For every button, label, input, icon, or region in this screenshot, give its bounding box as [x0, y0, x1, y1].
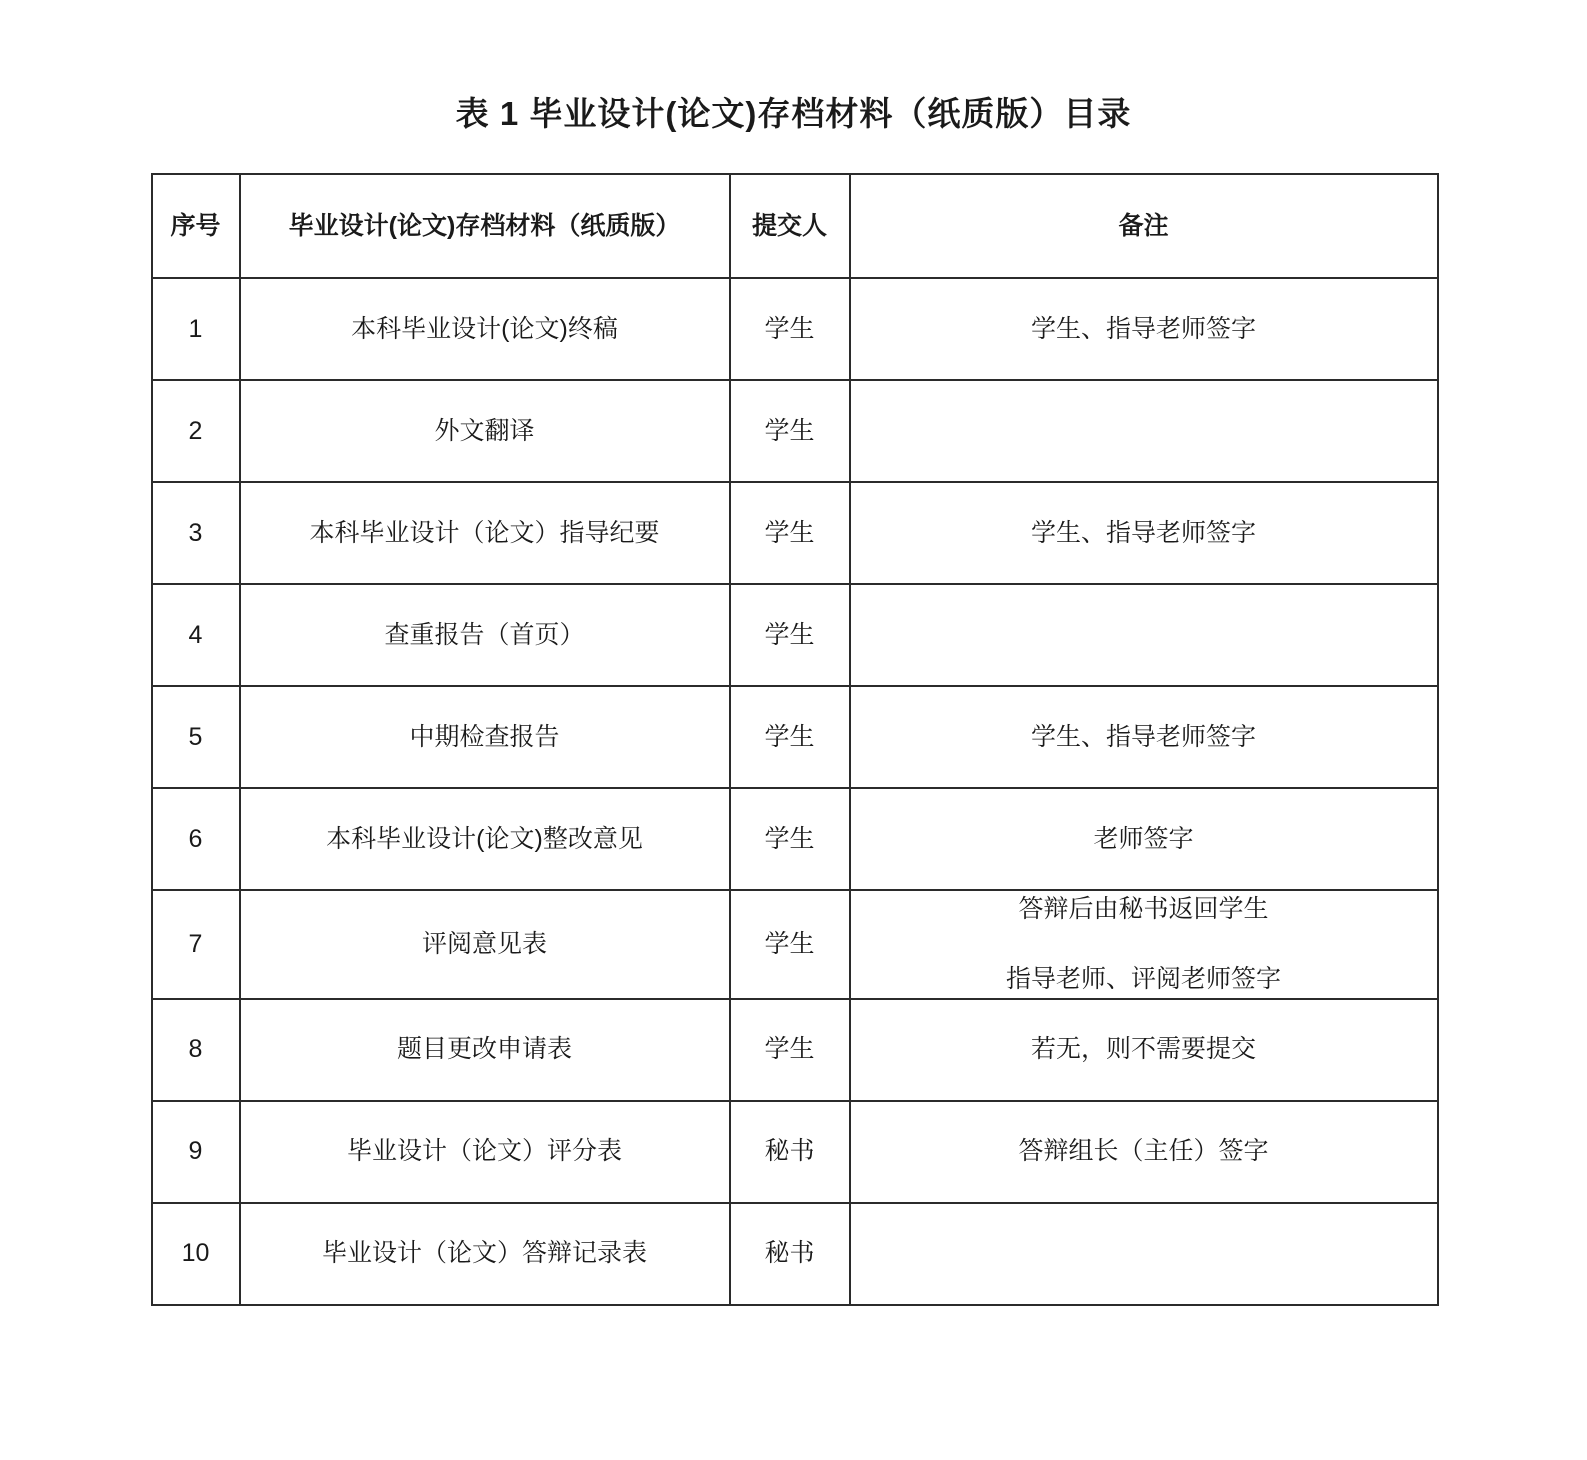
table-row — [152, 1203, 1438, 1305]
cell-submitter: 学生 — [730, 686, 850, 788]
cell-no: 6 — [152, 788, 240, 890]
column-header-note: 备注 — [850, 174, 1438, 278]
table-row — [152, 482, 1438, 584]
cell-no: 9 — [152, 1101, 240, 1203]
cell-material: 毕业设计（论文）评分表 — [240, 1101, 730, 1203]
cell-submitter: 学生 — [730, 380, 850, 482]
cell-material: 外文翻译 — [240, 380, 730, 482]
cell-material: 毕业设计（论文）答辩记录表 — [240, 1203, 730, 1305]
table-row — [152, 999, 1438, 1101]
cell-note: 若无，则不需要提交 — [850, 999, 1438, 1101]
table-row — [152, 890, 1438, 999]
table-container — [151, 173, 1437, 1306]
cell-submitter: 学生 — [730, 278, 850, 380]
column-header-material: 毕业设计(论文)存档材料（纸质版） — [240, 174, 730, 278]
cell-note — [850, 584, 1438, 686]
cell-no: 7 — [152, 890, 240, 999]
note-line: 指导老师、评阅老师签字 — [1005, 965, 1281, 994]
column-header-no: 序号 — [152, 174, 240, 278]
cell-note — [850, 380, 1438, 482]
cell-no: 5 — [152, 686, 240, 788]
archive-materials-table — [151, 173, 1439, 1306]
page-title: 表 1 毕业设计(论文)存档材料（纸质版）目录 — [455, 95, 1132, 132]
cell-note: 学生、指导老师签字 — [850, 278, 1438, 380]
cell-submitter: 学生 — [730, 999, 850, 1101]
table-row — [152, 380, 1438, 482]
cell-note: 老师签字 — [850, 788, 1438, 890]
table-row — [152, 686, 1438, 788]
cell-no: 8 — [152, 999, 240, 1101]
cell-submitter: 学生 — [730, 788, 850, 890]
table-body — [152, 278, 1438, 1305]
cell-no: 4 — [152, 584, 240, 686]
cell-material: 评阅意见表 — [240, 890, 730, 999]
cell-note: 学生、指导老师签字 — [850, 686, 1438, 788]
cell-no: 2 — [152, 380, 240, 482]
table-row — [152, 788, 1438, 890]
cell-submitter: 学生 — [730, 482, 850, 584]
cell-no: 10 — [152, 1203, 240, 1305]
cell-material: 本科毕业设计(论文)终稿 — [240, 278, 730, 380]
note-multiline — [857, 891, 1431, 998]
cell-material: 本科毕业设计(论文)整改意见 — [240, 788, 730, 890]
note-line: 答辩后由秘书返回学生 — [1018, 895, 1269, 923]
cell-material: 题目更改申请表 — [240, 999, 730, 1101]
cell-note — [850, 1203, 1438, 1305]
table-row — [152, 278, 1438, 380]
table-row — [152, 584, 1438, 686]
cell-material: 本科毕业设计（论文）指导纪要 — [240, 482, 730, 584]
cell-note — [850, 890, 1438, 999]
cell-submitter: 学生 — [730, 584, 850, 686]
table-header-row — [152, 174, 1438, 278]
cell-submitter: 学生 — [730, 890, 850, 999]
cell-note: 学生、指导老师签字 — [850, 482, 1438, 584]
cell-material: 查重报告（首页） — [240, 584, 730, 686]
cell-submitter: 秘书 — [730, 1101, 850, 1203]
cell-no: 1 — [152, 278, 240, 380]
cell-note: 答辩组长（主任）签字 — [850, 1101, 1438, 1203]
table-row — [152, 1101, 1438, 1203]
column-header-submitter: 提交人 — [730, 174, 850, 278]
cell-material: 中期检查报告 — [240, 686, 730, 788]
cell-submitter: 秘书 — [730, 1203, 850, 1305]
table-header — [152, 174, 1438, 278]
cell-no: 3 — [152, 482, 240, 584]
